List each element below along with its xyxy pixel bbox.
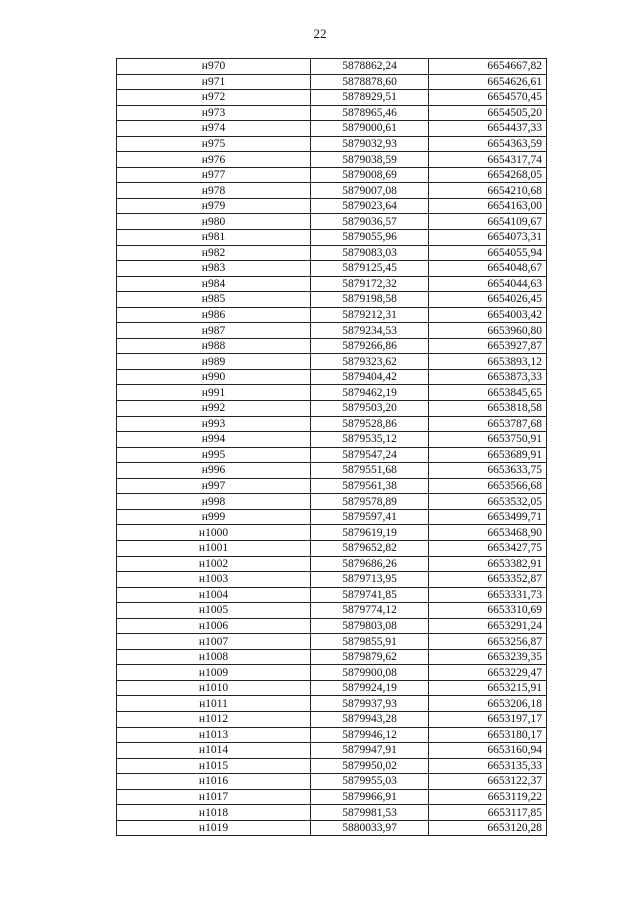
y-coordinate-cell: 6654268,05: [429, 167, 547, 183]
point-id-cell: н1010: [117, 680, 311, 696]
y-coordinate-cell: 6653927,87: [429, 338, 547, 354]
table-row: [117, 603, 547, 619]
y-coordinate-cell: 6654437,33: [429, 121, 547, 137]
table-row: [117, 323, 547, 339]
y-coordinate-cell: 6654109,67: [429, 214, 547, 230]
x-coordinate-cell: 5879551,68: [311, 463, 429, 479]
point-id-cell: н1001: [117, 540, 311, 556]
table-row: [117, 369, 547, 385]
x-coordinate-cell: 5879619,19: [311, 525, 429, 541]
y-coordinate-cell: 6654073,31: [429, 230, 547, 246]
table-row: [117, 59, 547, 75]
x-coordinate-cell: 5879686,26: [311, 556, 429, 572]
y-coordinate-cell: 6653532,05: [429, 494, 547, 510]
point-id-cell: н1008: [117, 649, 311, 665]
table-row: [117, 261, 547, 277]
point-id-cell: н978: [117, 183, 311, 199]
x-coordinate-cell: 5879924,19: [311, 680, 429, 696]
table-row: [117, 634, 547, 650]
table-row: [117, 385, 547, 401]
x-coordinate-cell: 5879966,91: [311, 789, 429, 805]
page-number: 22: [313, 26, 327, 41]
point-id-cell: н1000: [117, 525, 311, 541]
point-id-cell: н993: [117, 416, 311, 432]
point-id-cell: н998: [117, 494, 311, 510]
y-coordinate-cell: 6653787,68: [429, 416, 547, 432]
point-id-cell: н975: [117, 136, 311, 152]
point-id-cell: н986: [117, 307, 311, 323]
point-id-cell: н977: [117, 167, 311, 183]
point-id-cell: н973: [117, 105, 311, 121]
point-id-cell: н1012: [117, 711, 311, 727]
table-row: [117, 245, 547, 261]
point-id-cell: н1018: [117, 805, 311, 821]
y-coordinate-cell: 6653120,28: [429, 820, 547, 836]
coordinates-table-body: [117, 59, 547, 836]
y-coordinate-cell: 6653468,90: [429, 525, 547, 541]
x-coordinate-cell: 5878862,24: [311, 59, 429, 75]
point-id-cell: н1007: [117, 634, 311, 650]
point-id-cell: н1016: [117, 774, 311, 790]
point-id-cell: н1014: [117, 743, 311, 759]
y-coordinate-cell: 6654163,00: [429, 198, 547, 214]
table-row: [117, 509, 547, 525]
point-id-cell: н1019: [117, 820, 311, 836]
y-coordinate-cell: 6654363,59: [429, 136, 547, 152]
table-row: [117, 401, 547, 417]
table-row: [117, 121, 547, 137]
table-row: [117, 696, 547, 712]
table-row: [117, 354, 547, 370]
y-coordinate-cell: 6653215,91: [429, 680, 547, 696]
x-coordinate-cell: 5879803,08: [311, 618, 429, 634]
x-coordinate-cell: 5878929,51: [311, 90, 429, 106]
point-id-cell: н970: [117, 59, 311, 75]
x-coordinate-cell: 5879943,28: [311, 711, 429, 727]
x-coordinate-cell: 5879597,41: [311, 509, 429, 525]
x-coordinate-cell: 5879007,08: [311, 183, 429, 199]
x-coordinate-cell: 5879172,32: [311, 276, 429, 292]
y-coordinate-cell: 6653119,22: [429, 789, 547, 805]
x-coordinate-cell: 5879547,24: [311, 447, 429, 463]
x-coordinate-cell: 5879023,64: [311, 198, 429, 214]
table-row: [117, 478, 547, 494]
x-coordinate-cell: 5879950,02: [311, 758, 429, 774]
x-coordinate-cell: 5879125,45: [311, 261, 429, 277]
y-coordinate-cell: 6654044,63: [429, 276, 547, 292]
x-coordinate-cell: 5879212,31: [311, 307, 429, 323]
y-coordinate-cell: 6653960,80: [429, 323, 547, 339]
point-id-cell: н1009: [117, 665, 311, 681]
point-id-cell: н997: [117, 478, 311, 494]
x-coordinate-cell: 5879528,86: [311, 416, 429, 432]
y-coordinate-cell: 6653256,87: [429, 634, 547, 650]
point-id-cell: н983: [117, 261, 311, 277]
y-coordinate-cell: 6653229,47: [429, 665, 547, 681]
table-row: [117, 183, 547, 199]
point-id-cell: н1005: [117, 603, 311, 619]
x-coordinate-cell: 5879955,03: [311, 774, 429, 790]
x-coordinate-cell: 5879266,86: [311, 338, 429, 354]
point-id-cell: н984: [117, 276, 311, 292]
point-id-cell: н974: [117, 121, 311, 137]
table-row: [117, 789, 547, 805]
x-coordinate-cell: 5879008,69: [311, 167, 429, 183]
table-row: [117, 649, 547, 665]
point-id-cell: н985: [117, 292, 311, 308]
table-row: [117, 447, 547, 463]
y-coordinate-cell: 6653750,91: [429, 432, 547, 448]
table-row: [117, 214, 547, 230]
table-row: [117, 774, 547, 790]
x-coordinate-cell: 5878965,46: [311, 105, 429, 121]
point-id-cell: н987: [117, 323, 311, 339]
table-row: [117, 463, 547, 479]
point-id-cell: н1015: [117, 758, 311, 774]
x-coordinate-cell: 5879032,93: [311, 136, 429, 152]
point-id-cell: н976: [117, 152, 311, 168]
x-coordinate-cell: 5879234,53: [311, 323, 429, 339]
table-row: [117, 758, 547, 774]
x-coordinate-cell: 5879055,96: [311, 230, 429, 246]
x-coordinate-cell: 5879503,20: [311, 401, 429, 417]
y-coordinate-cell: 6653633,75: [429, 463, 547, 479]
table-row: [117, 820, 547, 836]
table-row: [117, 743, 547, 759]
x-coordinate-cell: 5879404,42: [311, 369, 429, 385]
point-id-cell: н988: [117, 338, 311, 354]
x-coordinate-cell: 5879535,12: [311, 432, 429, 448]
x-coordinate-cell: 5879561,38: [311, 478, 429, 494]
table-row: [117, 680, 547, 696]
point-id-cell: н1006: [117, 618, 311, 634]
point-id-cell: н995: [117, 447, 311, 463]
point-id-cell: н991: [117, 385, 311, 401]
x-coordinate-cell: 5879900,08: [311, 665, 429, 681]
table-row: [117, 540, 547, 556]
point-id-cell: н992: [117, 401, 311, 417]
x-coordinate-cell: 5879774,12: [311, 603, 429, 619]
table-row: [117, 572, 547, 588]
y-coordinate-cell: 6653893,12: [429, 354, 547, 370]
y-coordinate-cell: 6653689,91: [429, 447, 547, 463]
x-coordinate-cell: 5879198,58: [311, 292, 429, 308]
x-coordinate-cell: 5879462,19: [311, 385, 429, 401]
table-row: [117, 711, 547, 727]
table-row: [117, 416, 547, 432]
y-coordinate-cell: 6653239,35: [429, 649, 547, 665]
x-coordinate-cell: 5880033,97: [311, 820, 429, 836]
point-id-cell: н1011: [117, 696, 311, 712]
y-coordinate-cell: 6654026,45: [429, 292, 547, 308]
y-coordinate-cell: 6653331,73: [429, 587, 547, 603]
table-row: [117, 556, 547, 572]
point-id-cell: н999: [117, 509, 311, 525]
table-row: [117, 525, 547, 541]
y-coordinate-cell: 6654003,42: [429, 307, 547, 323]
point-id-cell: н1017: [117, 789, 311, 805]
point-id-cell: н972: [117, 90, 311, 106]
y-coordinate-cell: 6654048,67: [429, 261, 547, 277]
table-row: [117, 587, 547, 603]
y-coordinate-cell: 6653310,69: [429, 603, 547, 619]
point-id-cell: н1002: [117, 556, 311, 572]
x-coordinate-cell: 5879947,91: [311, 743, 429, 759]
y-coordinate-cell: 6653382,91: [429, 556, 547, 572]
table-row: [117, 90, 547, 106]
table-row: [117, 307, 547, 323]
point-id-cell: н996: [117, 463, 311, 479]
y-coordinate-cell: 6653873,33: [429, 369, 547, 385]
y-coordinate-cell: 6654505,20: [429, 105, 547, 121]
table-row: [117, 74, 547, 90]
y-coordinate-cell: 6653117,85: [429, 805, 547, 821]
table-row: [117, 618, 547, 634]
point-id-cell: н989: [117, 354, 311, 370]
x-coordinate-cell: 5879578,89: [311, 494, 429, 510]
x-coordinate-cell: 5879038,59: [311, 152, 429, 168]
table-row: [117, 665, 547, 681]
table-row: [117, 230, 547, 246]
point-id-cell: н980: [117, 214, 311, 230]
x-coordinate-cell: 5879713,95: [311, 572, 429, 588]
x-coordinate-cell: 5879879,62: [311, 649, 429, 665]
y-coordinate-cell: 6653180,17: [429, 727, 547, 743]
point-id-cell: н971: [117, 74, 311, 90]
table-row: [117, 805, 547, 821]
table-row: [117, 105, 547, 121]
y-coordinate-cell: 6654317,74: [429, 152, 547, 168]
x-coordinate-cell: 5879946,12: [311, 727, 429, 743]
y-coordinate-cell: 6654055,94: [429, 245, 547, 261]
point-id-cell: н1013: [117, 727, 311, 743]
y-coordinate-cell: 6653427,75: [429, 540, 547, 556]
point-id-cell: н1003: [117, 572, 311, 588]
y-coordinate-cell: 6653352,87: [429, 572, 547, 588]
table-row: [117, 167, 547, 183]
table-row: [117, 494, 547, 510]
y-coordinate-cell: 6653818,58: [429, 401, 547, 417]
x-coordinate-cell: 5879652,82: [311, 540, 429, 556]
point-id-cell: н994: [117, 432, 311, 448]
table-row: [117, 338, 547, 354]
y-coordinate-cell: 6653206,18: [429, 696, 547, 712]
y-coordinate-cell: 6654626,61: [429, 74, 547, 90]
x-coordinate-cell: 5879083,03: [311, 245, 429, 261]
table-row: [117, 136, 547, 152]
y-coordinate-cell: 6654210,68: [429, 183, 547, 199]
coordinates-table: [116, 58, 547, 836]
x-coordinate-cell: 5879741,85: [311, 587, 429, 603]
point-id-cell: н990: [117, 369, 311, 385]
point-id-cell: н982: [117, 245, 311, 261]
x-coordinate-cell: 5878878,60: [311, 74, 429, 90]
point-id-cell: н979: [117, 198, 311, 214]
y-coordinate-cell: 6654667,82: [429, 59, 547, 75]
y-coordinate-cell: 6653135,33: [429, 758, 547, 774]
y-coordinate-cell: 6653845,65: [429, 385, 547, 401]
table-row: [117, 276, 547, 292]
y-coordinate-cell: 6653566,68: [429, 478, 547, 494]
x-coordinate-cell: 5879981,53: [311, 805, 429, 821]
y-coordinate-cell: 6653291,24: [429, 618, 547, 634]
y-coordinate-cell: 6653499,71: [429, 509, 547, 525]
table-row: [117, 152, 547, 168]
point-id-cell: н1004: [117, 587, 311, 603]
x-coordinate-cell: 5879855,91: [311, 634, 429, 650]
point-id-cell: н981: [117, 230, 311, 246]
y-coordinate-cell: 6653197,17: [429, 711, 547, 727]
x-coordinate-cell: 5879000,61: [311, 121, 429, 137]
table-row: [117, 727, 547, 743]
table-row: [117, 198, 547, 214]
x-coordinate-cell: 5879036,57: [311, 214, 429, 230]
table-row: [117, 292, 547, 308]
y-coordinate-cell: 6653160,94: [429, 743, 547, 759]
x-coordinate-cell: 5879937,93: [311, 696, 429, 712]
x-coordinate-cell: 5879323,62: [311, 354, 429, 370]
y-coordinate-cell: 6653122,37: [429, 774, 547, 790]
table-row: [117, 432, 547, 448]
y-coordinate-cell: 6654570,45: [429, 90, 547, 106]
